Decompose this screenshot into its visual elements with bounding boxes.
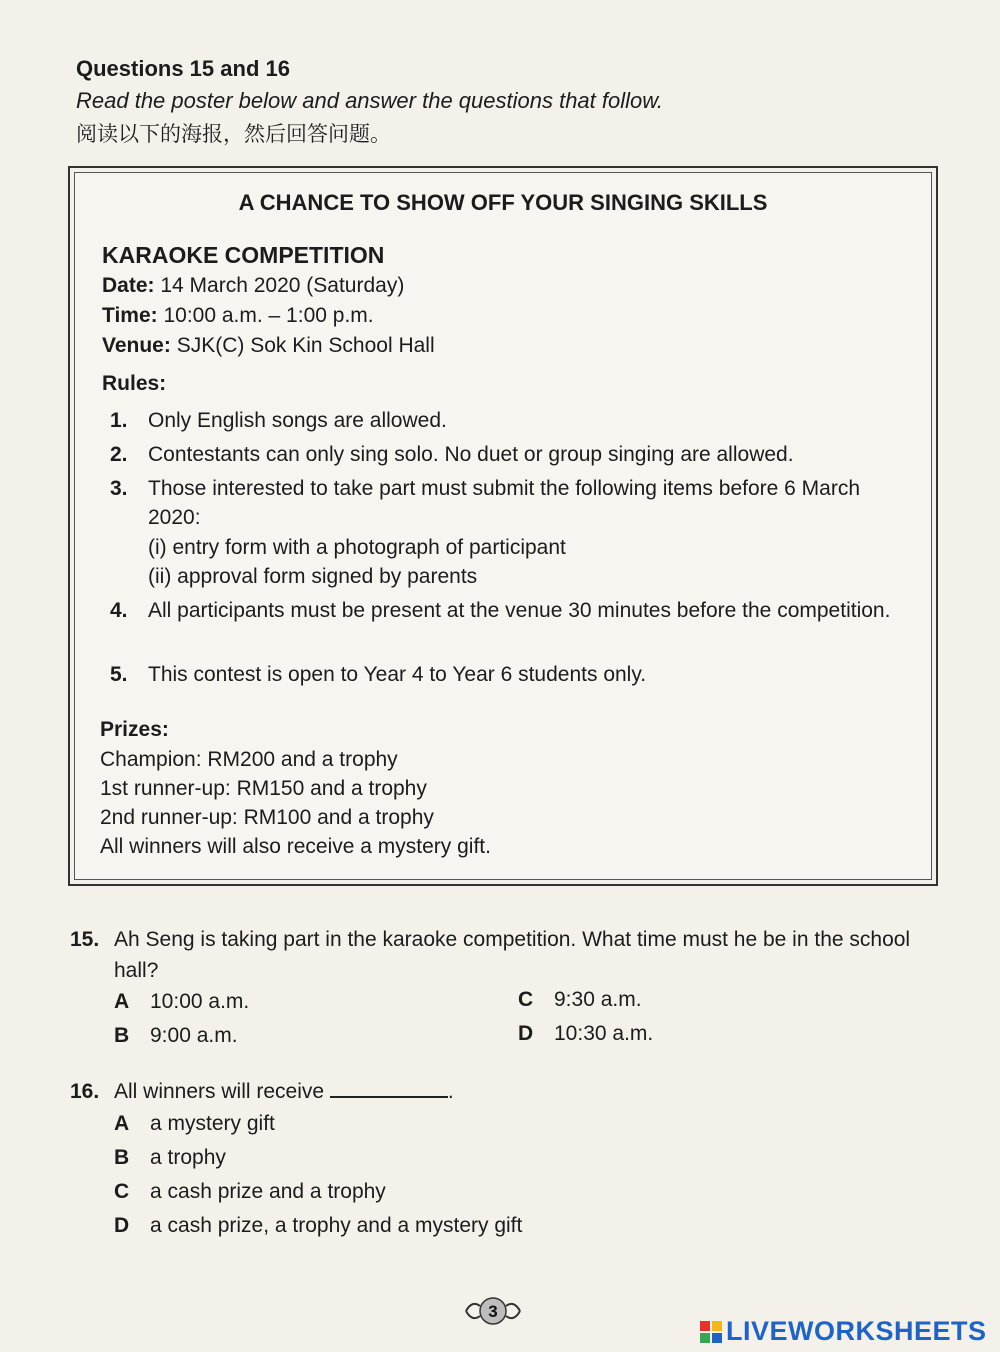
option-d[interactable] (114, 1214, 522, 1238)
option-text: a cash prize, a trophy and a mystery gift (150, 1214, 523, 1237)
rule-item (110, 660, 910, 689)
rule3-item: (i) entry form with a photograph of participant (148, 536, 566, 559)
question-number: 16. (70, 1080, 100, 1103)
instruction-english: Read the poster below and answer the questions that follow. (76, 88, 664, 113)
rule-number: 2. (110, 443, 128, 466)
option-d[interactable] (518, 1022, 653, 1046)
liveworksheets-logo-icon (700, 1321, 722, 1343)
poster-title: A CHANCE TO SHOW OFF YOUR SINGING SKILLS (238, 190, 768, 215)
prize-line: Champion: RM200 and a trophy (100, 748, 398, 771)
instruction-chinese: 阅读以下的海报，然后回答问题。 (76, 122, 391, 146)
prizes-heading: Prizes: (100, 718, 169, 741)
page-number (462, 1294, 524, 1328)
time-value: 10:00 a.m. – 1:00 p.m. (163, 304, 374, 327)
brand-footer[interactable] (700, 1316, 987, 1347)
rule-number: 3. (110, 477, 128, 500)
option-letter: A (114, 1112, 130, 1135)
rule-number: 5. (110, 663, 128, 686)
page-number-text: 3 (488, 1302, 498, 1321)
rule-item (110, 596, 910, 625)
option-b[interactable] (114, 1024, 238, 1048)
rule-text: Those interested to take part must submit the following items before 6 March 2020: (148, 477, 861, 529)
option-letter: D (518, 1022, 534, 1045)
rule-text: Only English songs are allowed. (148, 409, 447, 432)
option-letter: C (518, 988, 534, 1011)
section-heading: Questions 15 and 16 (76, 56, 290, 81)
poster-box (68, 166, 938, 886)
option-text: 10:00 a.m. (150, 990, 250, 1013)
question-end: . (447, 1080, 454, 1103)
answer-blank[interactable] (330, 1078, 448, 1098)
rules-heading: Rules: (102, 372, 167, 395)
time-label: Time: (102, 304, 158, 327)
option-text: 9:30 a.m. (554, 988, 642, 1011)
question-text: All winners will receive (114, 1080, 325, 1103)
option-b[interactable] (114, 1146, 226, 1170)
rule-number: 4. (110, 599, 128, 622)
page-number-ornament-icon (462, 1294, 524, 1328)
brand-name: LIVEWORKSHEETS (726, 1316, 987, 1346)
question-number: 15. (70, 928, 100, 951)
option-text: a cash prize and a trophy (150, 1180, 386, 1203)
question-15 (70, 924, 950, 986)
venue-label: Venue: (102, 334, 171, 357)
option-c[interactable] (114, 1180, 386, 1204)
rule-text: Contestants can only sing solo. No duet or group singing are allowed. (148, 443, 794, 466)
rule-item (110, 474, 910, 532)
rule3-item: (ii) approval form signed by parents (148, 565, 478, 588)
rule-number: 1. (110, 409, 128, 432)
rule-text: All participants must be present at the venue 30 minutes before the competition. (148, 599, 891, 622)
option-text: 9:00 a.m. (150, 1024, 238, 1047)
option-letter: B (114, 1024, 130, 1047)
time-line (102, 304, 374, 328)
venue-line (102, 334, 435, 358)
rule-text: This contest is open to Year 4 to Year 6 students only. (148, 663, 647, 686)
prize-line: 2nd runner-up: RM100 and a trophy (100, 806, 434, 829)
rule-item (110, 406, 910, 435)
event-name: KARAOKE COMPETITION (102, 242, 385, 268)
date-line (102, 274, 404, 298)
option-text: a mystery gift (150, 1112, 275, 1135)
option-a[interactable] (114, 990, 249, 1014)
option-a[interactable] (114, 1112, 275, 1136)
rule-item (110, 440, 910, 469)
option-letter: D (114, 1214, 130, 1237)
option-letter: A (114, 990, 130, 1013)
option-c[interactable] (518, 988, 642, 1012)
prize-line: 1st runner-up: RM150 and a trophy (100, 777, 427, 800)
prize-line: All winners will also receive a mystery gift. (100, 835, 491, 858)
question-16 (70, 1076, 950, 1107)
date-label: Date: (102, 274, 155, 297)
date-value: 14 March 2020 (Saturday) (160, 274, 405, 297)
option-text: 10:30 a.m. (554, 1022, 654, 1045)
option-text: a trophy (150, 1146, 226, 1169)
question-text: Ah Seng is taking part in the karaoke competition. What time must he be in the school hall? (114, 928, 911, 982)
option-letter: C (114, 1180, 130, 1203)
option-letter: B (114, 1146, 130, 1169)
venue-value: SJK(C) Sok Kin School Hall (176, 334, 435, 357)
